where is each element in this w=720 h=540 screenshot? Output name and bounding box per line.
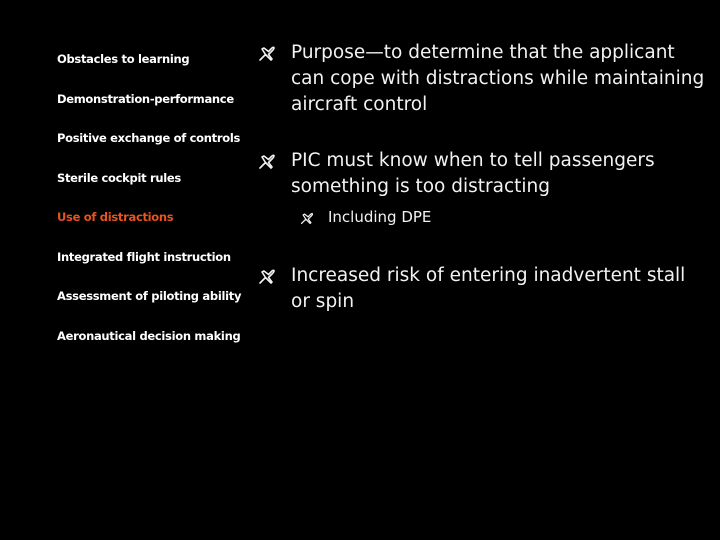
sidebar-item-aeronautical-decision-making[interactable]: Aeronautical decision making	[57, 329, 241, 343]
airplane-icon	[300, 210, 314, 224]
sidebar-item-sterile-cockpit-rules[interactable]: Sterile cockpit rules	[57, 171, 181, 185]
bullet-stall-risk	[258, 263, 708, 315]
airplane-icon	[258, 152, 276, 170]
bullet-pic-passengers	[258, 148, 708, 200]
sub-bullet-text: Including DPE	[328, 208, 432, 226]
bullet-text: Increased risk of entering inadvertent stall or spin	[291, 265, 686, 312]
bullet-purpose	[258, 40, 708, 118]
airplane-icon	[258, 44, 276, 62]
sidebar-item-demonstration-performance[interactable]: Demonstration-performance	[57, 92, 234, 106]
sidebar-item-obstacles-to-learning[interactable]: Obstacles to learning	[57, 52, 190, 66]
sidebar-item-integrated-flight-instruction[interactable]: Integrated flight instruction	[57, 250, 231, 264]
bullet-text: Purpose—to determine that the applicant can cope with distractions while maintaining aircraft control	[291, 42, 705, 115]
airplane-icon	[258, 267, 276, 285]
sub-bullet-including-dpe	[300, 207, 431, 227]
sidebar-item-use-of-distractions[interactable]: Use of distractions	[57, 210, 174, 224]
bullet-text: PIC must know when to tell passengers something is too distracting	[291, 150, 655, 197]
sidebar-item-assessment-of-piloting-ability[interactable]: Assessment of piloting ability	[57, 289, 242, 303]
sidebar-item-positive-exchange-of-controls[interactable]: Positive exchange of controls	[57, 131, 241, 145]
